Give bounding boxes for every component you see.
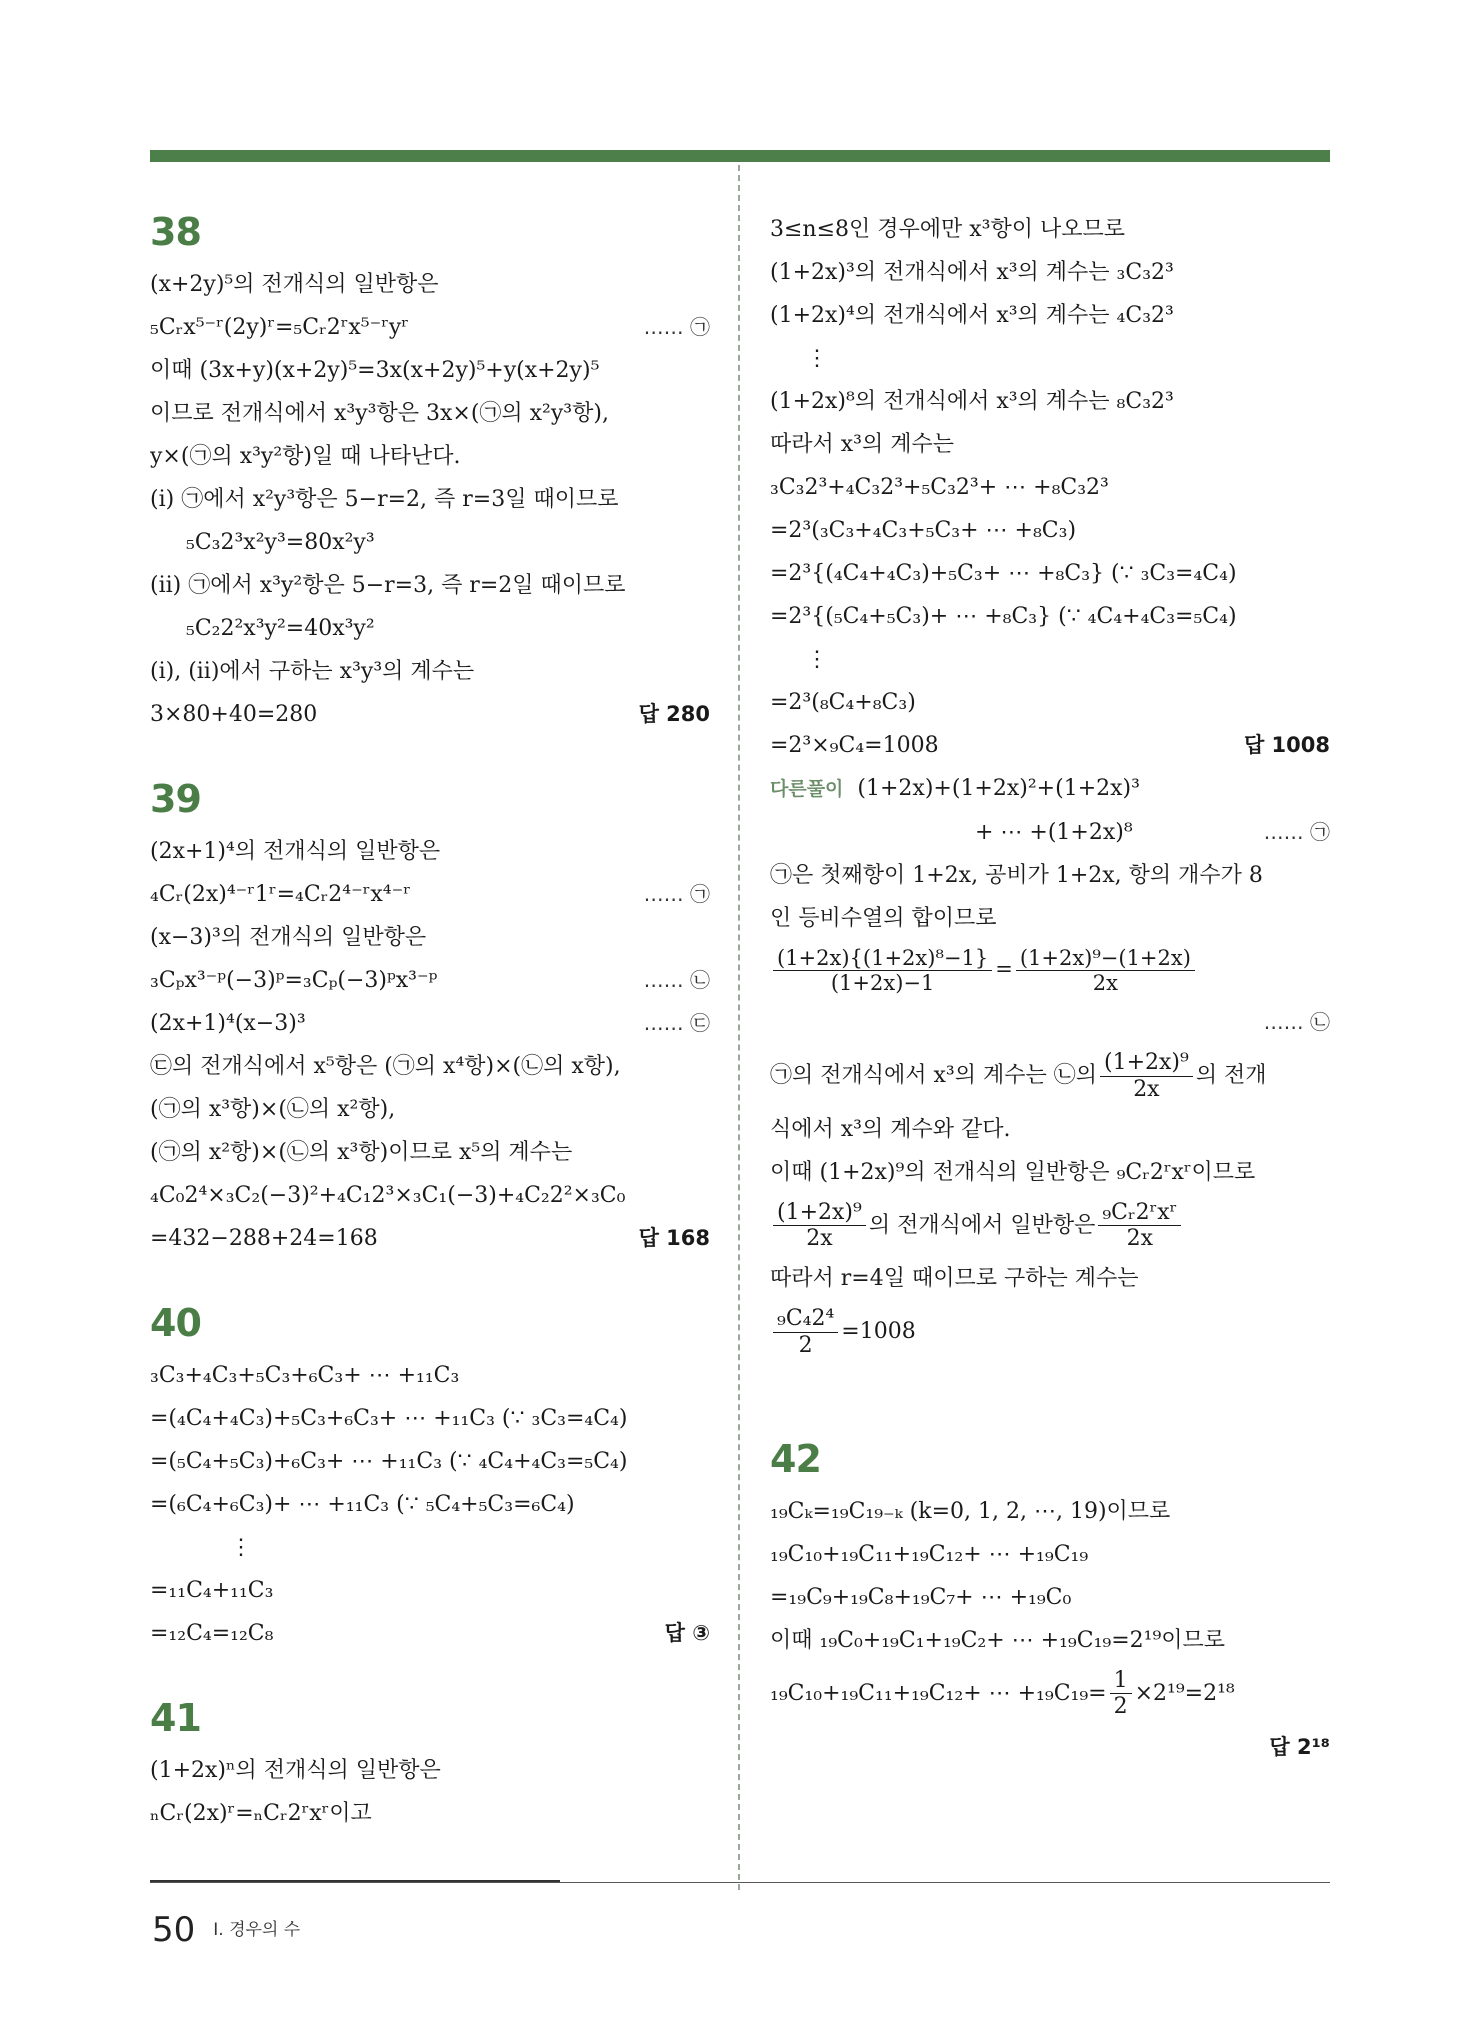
solution-line: ₅Cᵣx⁵⁻ʳ(2y)ʳ=₅Cᵣ2ʳx⁵⁻ʳyʳ …… ㉠ [150,306,710,349]
solution-line: ㉢의 전개식에서 x⁵항은 (㉠의 x⁴항)×(㉡의 x항), [150,1054,621,1079]
solution-line: =₁₁C₄+₁₁C₃ [150,1578,274,1603]
solution-line: ₁₉C₁₀+₁₉C₁₁+₁₉C₁₂+ ⋯ +₁₉C₁₉ [770,1542,1089,1568]
solution-line: (1+2x)ⁿ의 전개식의 일반항은 [150,1758,441,1783]
solution-line: (1+2x)⁸의 전개식에서 x³의 계수는 ₈C₃2³ [770,389,1174,414]
solution-line: (x−3)³의 전개식의 일반항은 [150,925,427,950]
fraction: $\frac{\text{₉C₄2⁴}}{2}$ [773,1306,838,1358]
solution-line: 3≤n≤8인 경우에만 x³항이 나오므로 [770,217,1126,242]
equation-tag: …… ㉡ [1263,1010,1330,1035]
solution-line: =₁₂C₄=₁₂C₈ 답 ③ [150,1612,710,1655]
solution-line: =2³(₃C₃+₄C₃+₅C₃+ ⋯ +₈C₃) [770,518,1077,543]
vertical-ellipsis: ⋮ [806,346,828,371]
top-green-bar [150,150,1330,162]
alt-solution-label: 다른풀이 [770,778,844,800]
solution-line: ₅C₂2²x³y²=40x³y² [186,616,375,641]
solution-line: (2x+1)⁴의 전개식의 일반항은 [150,839,441,864]
solution-line: 따라서 r=4일 때이므로 구하는 계수는 [770,1266,1139,1292]
solution-line: (㉠의 x³항)×(㉡의 x²항), [150,1097,396,1122]
solution-line: ₁₉C₁₀+₁₉C₁₁+₁₉C₁₂+ ⋯ +₁₉C₁₉= $\frac{1}{2}$ ×2¹⁹=2¹⁸ [770,1668,1235,1720]
answer-label: 답 168 [638,1226,710,1250]
solution-line: 이때 (3x+y)(x+2y)⁵=3x(x+2y)⁵+y(x+2y)⁵ [150,358,600,383]
solution-line: (1+2x)³의 전개식에서 x³의 계수는 ₃C₃2³ [770,260,1174,285]
solution-line: 3×80+40=280 답 280 [150,693,710,736]
equation-tag: …… ㉠ [1263,820,1330,844]
page-number: 50 [152,1910,196,1950]
solution-line: 이므로 전개식에서 x³y³항은 3x×(㉠의 x²y³항), [150,401,609,426]
solution-line: =₁₉C₉+₁₉C₈+₁₉C₇+ ⋯ +₁₉C₀ [770,1585,1072,1611]
alt-solution-line: 다른풀이 (1+2x)+(1+2x)²+(1+2x)³ [770,776,1140,801]
solution-line: (ⅰ), (ⅱ)에서 구하는 x³y³의 계수는 [150,659,475,684]
solution-line: 이때 (1+2x)⁹의 전개식의 일반항은 ₉Cᵣ2ʳxʳ이므로 [770,1159,1256,1185]
page-footer [152,1910,300,1950]
problem-number: 42 [770,1437,821,1482]
answer-label: 답 280 [638,702,710,726]
solution-line: (2x+1)⁴(x−3)³ …… ㉢ [150,1002,710,1045]
solution-line: =(₅C₄+₅C₃)+₆C₃+ ⋯ +₁₁C₃ (∵ ₄C₄+₄C₃=₅C₄) [150,1449,628,1474]
solution-line: ₃C₃2³+₄C₃2³+₅C₃2³+ ⋯ +₈C₃2³ [770,475,1109,500]
fraction: $\frac{\text{₉Cᵣ2ʳxʳ}}{2x}$ [1098,1200,1181,1252]
footer-rule [150,1882,1330,1883]
solution-line: y×(㉠의 x³y²항)일 때 나타난다. [150,444,461,469]
solution-line: 식에서 x³의 계수와 같다. [770,1116,1011,1142]
problem-number: 39 [150,777,201,821]
solution-line: (x+2y)⁵의 전개식의 일반항은 [150,272,439,297]
left-column [150,205,710,1871]
solution-line: (ⅱ) ㉠에서 x³y²항은 5−r=3, 즉 r=2일 때이므로 [150,573,626,598]
solution-line: (㉠의 x²항)×(㉡의 x³항)이므로 x⁵의 계수는 [150,1140,573,1165]
chapter-label: Ⅰ. 경우의 수 [213,1920,301,1940]
solution-line: =2³×₉C₄=1008 답 1008 [770,724,1330,767]
equation-tag: …… ㉢ [643,1011,710,1035]
answer-label: 답 ③ [664,1621,710,1645]
solution-line: =(₄C₄+₄C₃)+₅C₃+₆C₃+ ⋯ +₁₁C₃ (∵ ₃C₃=₄C₄) [150,1406,628,1431]
solution-line: =432−288+24=168 답 168 [150,1217,710,1260]
solution-line: ₅C₃2³x²y³=80x²y³ [186,530,375,555]
fraction: $\frac{\text{(1+2x)⁹−(1+2x)}}{2x}$ [1016,946,1195,995]
fraction-equation: $\frac{\text{(1+2x)\{(1+2x)⁸−1\}}}{(1+2x)-1}$ = $\frac{\text{(1+2x)⁹−(1+2x)}}{2x}$ [770,940,1330,1001]
solution-line: =2³{(₄C₄+₄C₃)+₅C₃+ ⋯ +₈C₃} (∵ ₃C₃=₄C₄) [770,561,1237,586]
right-column [770,208,1330,1805]
alt-solution-line: ㉠은 첫째항이 1+2x, 공비가 1+2x, 항의 개수가 8 [770,863,1263,888]
solution-line: 이때 ₁₉C₀+₁₉C₁+₁₉C₂+ ⋯ +₁₉C₁₉=2¹⁹이므로 [770,1628,1226,1654]
solution-line: (ⅰ) ㉠에서 x²y³항은 5−r=2, 즉 r=3일 때이므로 [150,487,619,512]
problem-39 [150,772,710,1260]
solution-line: $\frac{\text{(1+2x)⁹}}{2x}$ 의 전개식에서 일반항은 $\frac{\text{₉Cᵣ2ʳxʳ}}{2x}$ [770,1194,1330,1258]
column-divider [738,165,740,1890]
problem-38 [150,205,710,736]
solution-line [770,1001,1330,1044]
solution-line: ₄Cᵣ(2x)⁴⁻ʳ1ʳ=₄Cᵣ2⁴⁻ʳx⁴⁻ʳ …… ㉠ [150,873,710,916]
solution-line: $\frac{\text{₉C₄2⁴}}{2}$ =1008 [770,1300,1330,1364]
solution-line: 따라서 x³의 계수는 [770,432,954,457]
solution-line: (1+2x)⁴의 전개식에서 x³의 계수는 ₄C₃2³ [770,303,1174,328]
problem-number: 41 [150,1696,201,1740]
answer-label: 답 2¹⁸ [1269,1734,1330,1759]
solution-line: ₄C₀2⁴×₃C₂(−3)²+₄C₁2³×₃C₁(−3)+₄C₂2²×₃C₀ [150,1183,626,1208]
vertical-ellipsis: ⋮ [806,647,828,672]
problem-number: 40 [150,1301,201,1345]
answer-label: 답 1008 [1243,733,1330,757]
footer-rule-accent [150,1880,560,1882]
solution-line: ₙCᵣ(2x)ʳ=ₙCᵣ2ʳxʳ이고 [150,1801,372,1826]
solution-line: ₃C₃+₄C₃+₅C₃+₆C₃+ ⋯ +₁₁C₃ [150,1363,460,1388]
vertical-ellipsis: ⋮ [230,1535,252,1560]
fraction: $\frac{\text{(1+2x)⁹}}{2x}$ [773,1200,866,1252]
problem-40 [150,1296,710,1655]
solution-line: =2³{(₅C₄+₅C₃)+ ⋯ +₈C₃} (∵ ₄C₄+₄C₃=₅C₄) [770,604,1237,629]
problem-42 [770,1432,1330,1769]
fraction: $\frac{\text{(1+2x)⁹}}{2x}$ [1100,1050,1193,1102]
solution-line: ₃Cₚx³⁻ᵖ(−3)ᵖ=₃Cₚ(−3)ᵖx³⁻ᵖ …… ㉡ [150,959,710,1002]
solution-line: ㉠의 전개식에서 x³의 계수는 ㉡의 $\frac{\text{(1+2x)⁹}}{2x}$ 의 전개 [770,1050,1267,1102]
equation-tag: …… ㉡ [643,968,710,992]
alt-solution-line: 인 등비수열의 합이므로 [770,906,997,931]
fraction: $\frac{\text{(1+2x)\{(1+2x)⁸−1\}}}{(1+2x)-1}$ [773,946,992,995]
problem-41-start [150,1691,710,1835]
problem-number: 38 [150,210,201,254]
equation-tag: …… ㉠ [643,882,710,906]
solution-line: ₁₉Cₖ=₁₉C₁₉₋ₖ (k=0, 1, 2, ⋯, 19)이므로 [770,1499,1171,1525]
equation-tag: …… ㉠ [643,315,710,339]
alt-solution-line: + ⋯ +(1+2x)⁸ …… ㉠ [770,811,1330,854]
fraction: $\frac{1}{2}$ [1110,1668,1132,1720]
solution-line: =2³(₈C₄+₈C₃) [770,690,916,715]
solution-line: =(₆C₄+₆C₃)+ ⋯ +₁₁C₃ (∵ ₅C₄+₅C₃=₆C₄) [150,1492,575,1517]
solution-line [770,1726,1330,1769]
